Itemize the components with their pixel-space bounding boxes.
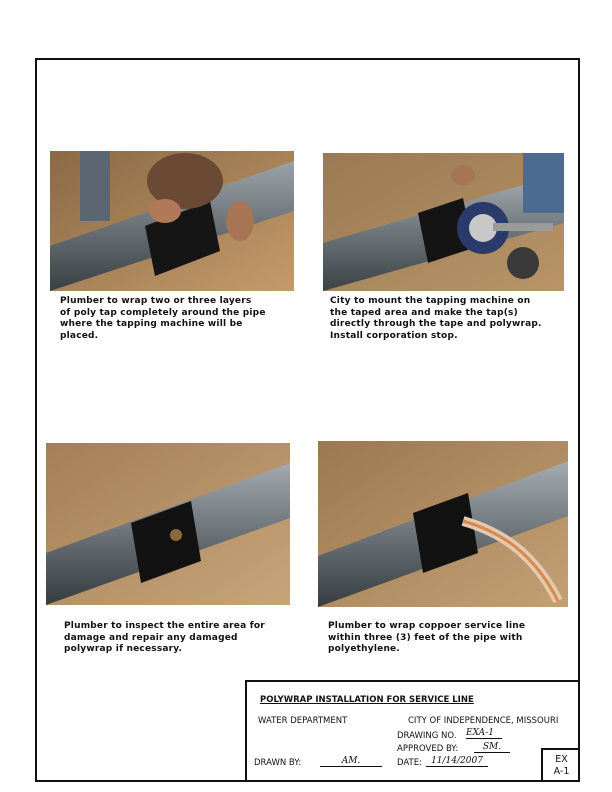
sheet-number-box bbox=[541, 748, 580, 782]
drawing-title: POLYWRAP INSTALLATION FOR SERVICE LINE bbox=[260, 695, 474, 705]
caption-step-3 bbox=[64, 621, 265, 656]
caption-step-2 bbox=[330, 296, 542, 342]
drawing-no-label: DRAWING NO. bbox=[397, 731, 457, 741]
drawn-by-label: DRAWN BY: bbox=[254, 758, 302, 768]
caption-line: placed. bbox=[60, 330, 99, 341]
caption-line: polyethylene. bbox=[328, 644, 400, 654]
department-label: WATER DEPARTMENT bbox=[258, 716, 348, 726]
caption-line: Plumber to wrap two or three layers bbox=[60, 296, 252, 306]
caption-line: polywrap if necessary. bbox=[64, 644, 183, 654]
caption-line: of poly tap completely around the pipe bbox=[60, 307, 266, 318]
caption-line: directly through the tape and polywrap. bbox=[330, 319, 542, 329]
date-value: 11/14/2007 bbox=[426, 756, 488, 767]
city-label: CITY OF INDEPENDENCE, MISSOURI bbox=[408, 716, 559, 726]
caption-line: the taped area and make the tap(s) bbox=[330, 307, 518, 318]
caption-line: City to mount the tapping machine on bbox=[330, 296, 531, 306]
caption-line: damage and repair any damaged bbox=[64, 632, 238, 643]
caption-line: where the tapping machine will be bbox=[60, 319, 243, 329]
caption-line: Install corporation stop. bbox=[330, 330, 458, 341]
caption-line: within three (3) feet of the pipe with bbox=[328, 632, 523, 643]
drawn-by-value: AM. bbox=[320, 756, 382, 767]
date-label: DATE: bbox=[397, 758, 422, 768]
photo-wrap-tape bbox=[50, 151, 294, 291]
caption-line: Plumber to inspect the entire area for bbox=[64, 621, 265, 631]
photo-copper-line bbox=[318, 441, 568, 607]
sheet-line-2: A-1 bbox=[553, 766, 570, 777]
caption-step-4 bbox=[328, 621, 525, 656]
photo-inspect-wrap bbox=[46, 443, 290, 605]
approved-by-value: SM. bbox=[474, 742, 510, 753]
photo-tapping-machine bbox=[323, 153, 564, 291]
caption-line: Plumber to wrap coppoer service line bbox=[328, 621, 526, 631]
approved-by-label: APPROVED BY: bbox=[397, 744, 459, 754]
sheet-line-1: EX bbox=[555, 754, 568, 765]
drawing-no-value: EXA-1 bbox=[466, 728, 502, 739]
caption-step-1 bbox=[60, 296, 266, 342]
